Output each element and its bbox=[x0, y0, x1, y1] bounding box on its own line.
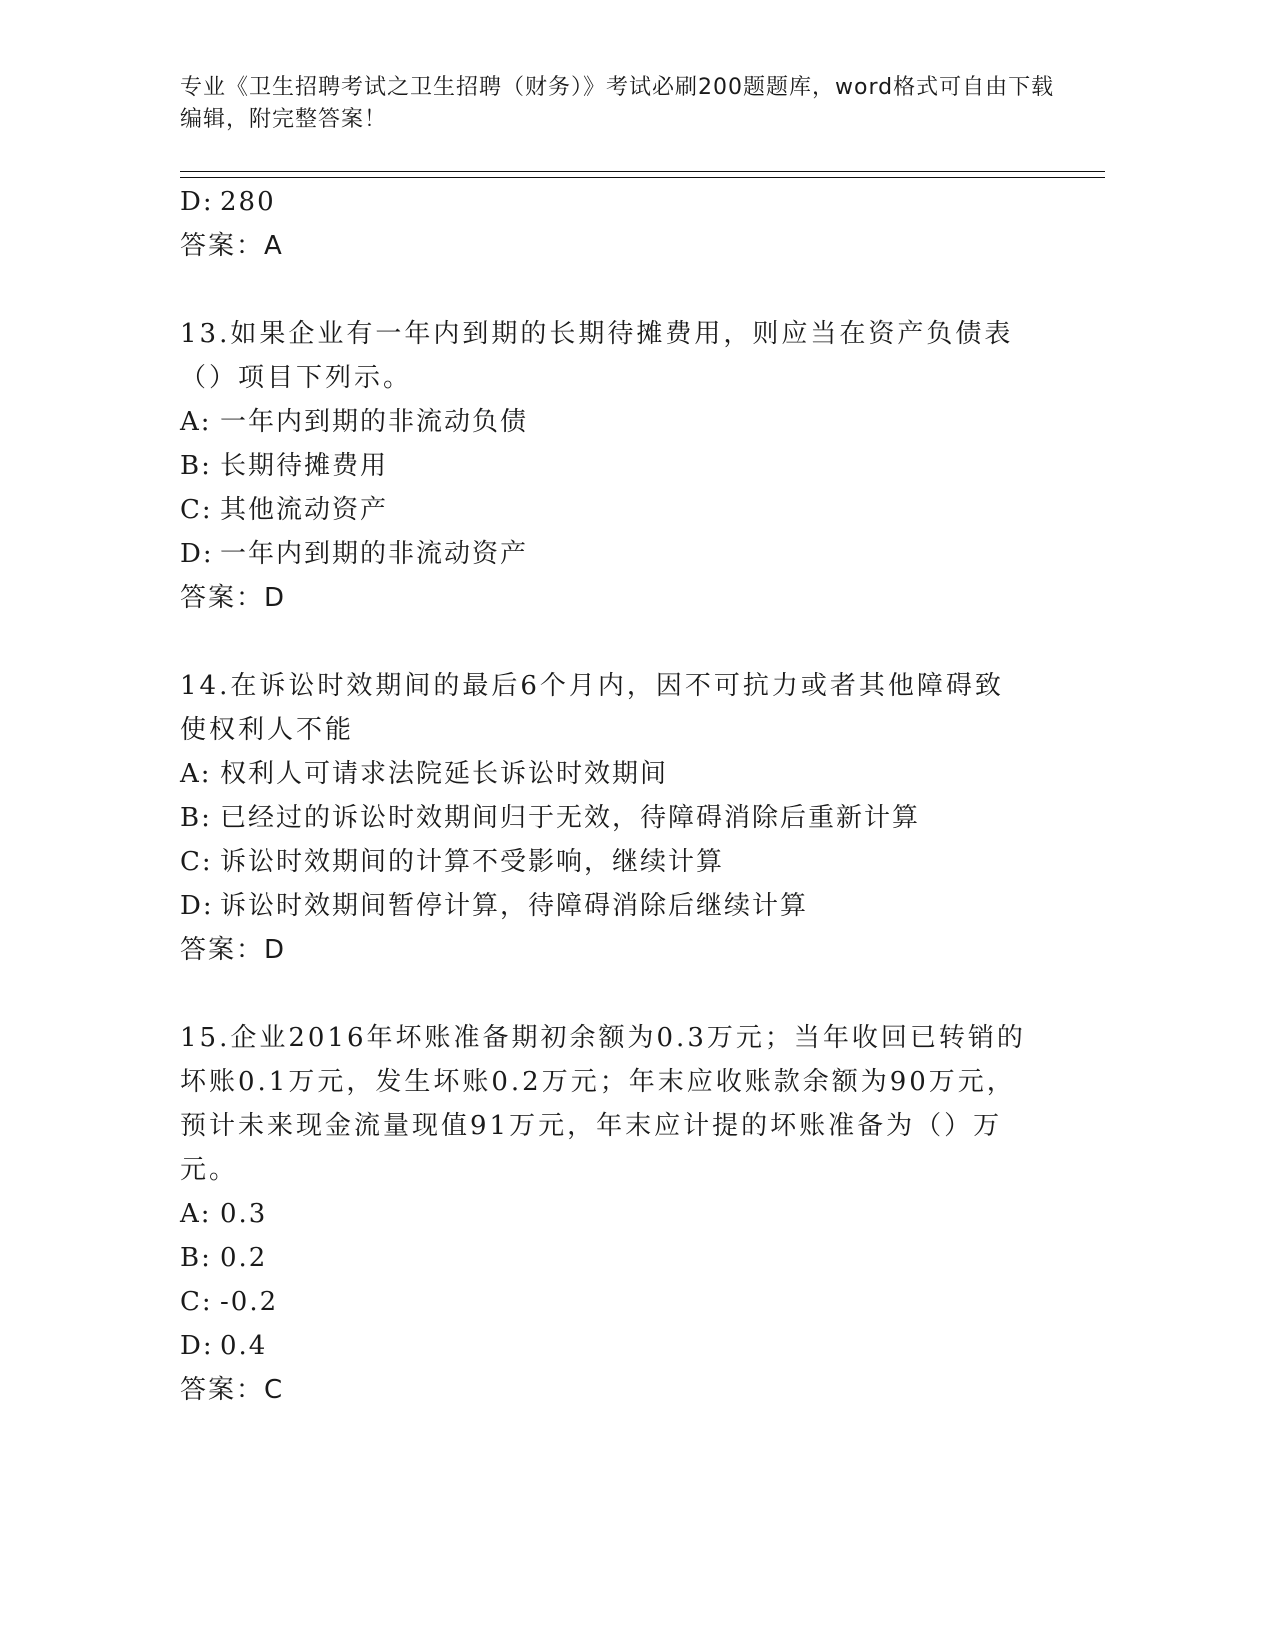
option-d bbox=[180, 1324, 1030, 1368]
option-text: 0.3 bbox=[220, 1199, 268, 1229]
option-text: 诉讼时效期间的计算不受影响，继续计算 bbox=[220, 847, 725, 877]
option-a bbox=[180, 1192, 1030, 1236]
option-text: 其他流动资产 bbox=[220, 495, 389, 525]
option-text: 长期待摊费用 bbox=[220, 451, 389, 481]
option-key: D: bbox=[180, 187, 214, 217]
header-divider-thin bbox=[180, 177, 1105, 178]
option-c bbox=[180, 1280, 1030, 1324]
question-text: 15.企业2016年坏账准备期初余额为0.3万元；当年收回已转销的坏账0.1万元，发生坏账0.2万元；年末应收账款余额为90万元，预计未来现金流量现值91万元，年末应计提的坏账准备为（）万元。 bbox=[180, 1023, 1026, 1185]
answer-line: 答案：A bbox=[180, 231, 284, 261]
option-a bbox=[180, 400, 1030, 444]
spacer bbox=[180, 620, 1030, 664]
option-text: 已经过的诉讼时效期间归于无效，待障碍消除后重新计算 bbox=[220, 803, 921, 833]
option-text: 280 bbox=[220, 187, 276, 217]
option-key: A: bbox=[180, 407, 212, 437]
answer-line: 答案：D bbox=[180, 583, 287, 613]
option-key: B: bbox=[180, 451, 212, 481]
option-key: C: bbox=[180, 495, 213, 525]
option-key: D: bbox=[180, 1331, 214, 1361]
option-text: -0.2 bbox=[220, 1287, 279, 1317]
option-key: D: bbox=[180, 891, 214, 921]
option-key: A: bbox=[180, 759, 212, 789]
option-text: 0.2 bbox=[220, 1243, 268, 1273]
option-b bbox=[180, 796, 1030, 840]
answer-line: 答案：D bbox=[180, 935, 287, 965]
spacer bbox=[180, 268, 1030, 312]
option-d bbox=[180, 884, 1030, 928]
option-key: B: bbox=[180, 1243, 212, 1273]
option-b bbox=[180, 1236, 1030, 1280]
spacer bbox=[180, 972, 1030, 1016]
option-key: B: bbox=[180, 803, 212, 833]
option-d bbox=[180, 532, 1030, 576]
document-header: 专业《卫生招聘考试之卫生招聘（财务）》考试必刷200题题库，word格式可自由下载编辑，附完整答案！ bbox=[180, 75, 1055, 132]
document-body bbox=[180, 180, 1030, 1412]
header-divider-thick bbox=[180, 171, 1105, 172]
question-text: 14.在诉讼时效期间的最后6个月内，因不可抗力或者其他障碍致使权利人不能 bbox=[180, 671, 1004, 745]
option-a bbox=[180, 752, 1030, 796]
option-text: 0.4 bbox=[220, 1331, 268, 1361]
option-key: C: bbox=[180, 847, 213, 877]
option-c bbox=[180, 488, 1030, 532]
option-c bbox=[180, 840, 1030, 884]
option-b bbox=[180, 444, 1030, 488]
option-text: 诉讼时效期间暂停计算，待障碍消除后继续计算 bbox=[220, 891, 809, 921]
option-text: 一年内到期的非流动资产 bbox=[220, 539, 529, 569]
option-key: A: bbox=[180, 1199, 212, 1229]
option-text: 一年内到期的非流动负债 bbox=[220, 407, 529, 437]
option-key: C: bbox=[180, 1287, 213, 1317]
answer-line: 答案：C bbox=[180, 1375, 285, 1405]
option-key: D: bbox=[180, 539, 214, 569]
question-text: 13.如果企业有一年内到期的长期待摊费用，则应当在资产负债表（）项目下列示。 bbox=[180, 319, 1014, 393]
option-d bbox=[180, 180, 1030, 224]
option-text: 权利人可请求法院延长诉讼时效期间 bbox=[220, 759, 669, 789]
